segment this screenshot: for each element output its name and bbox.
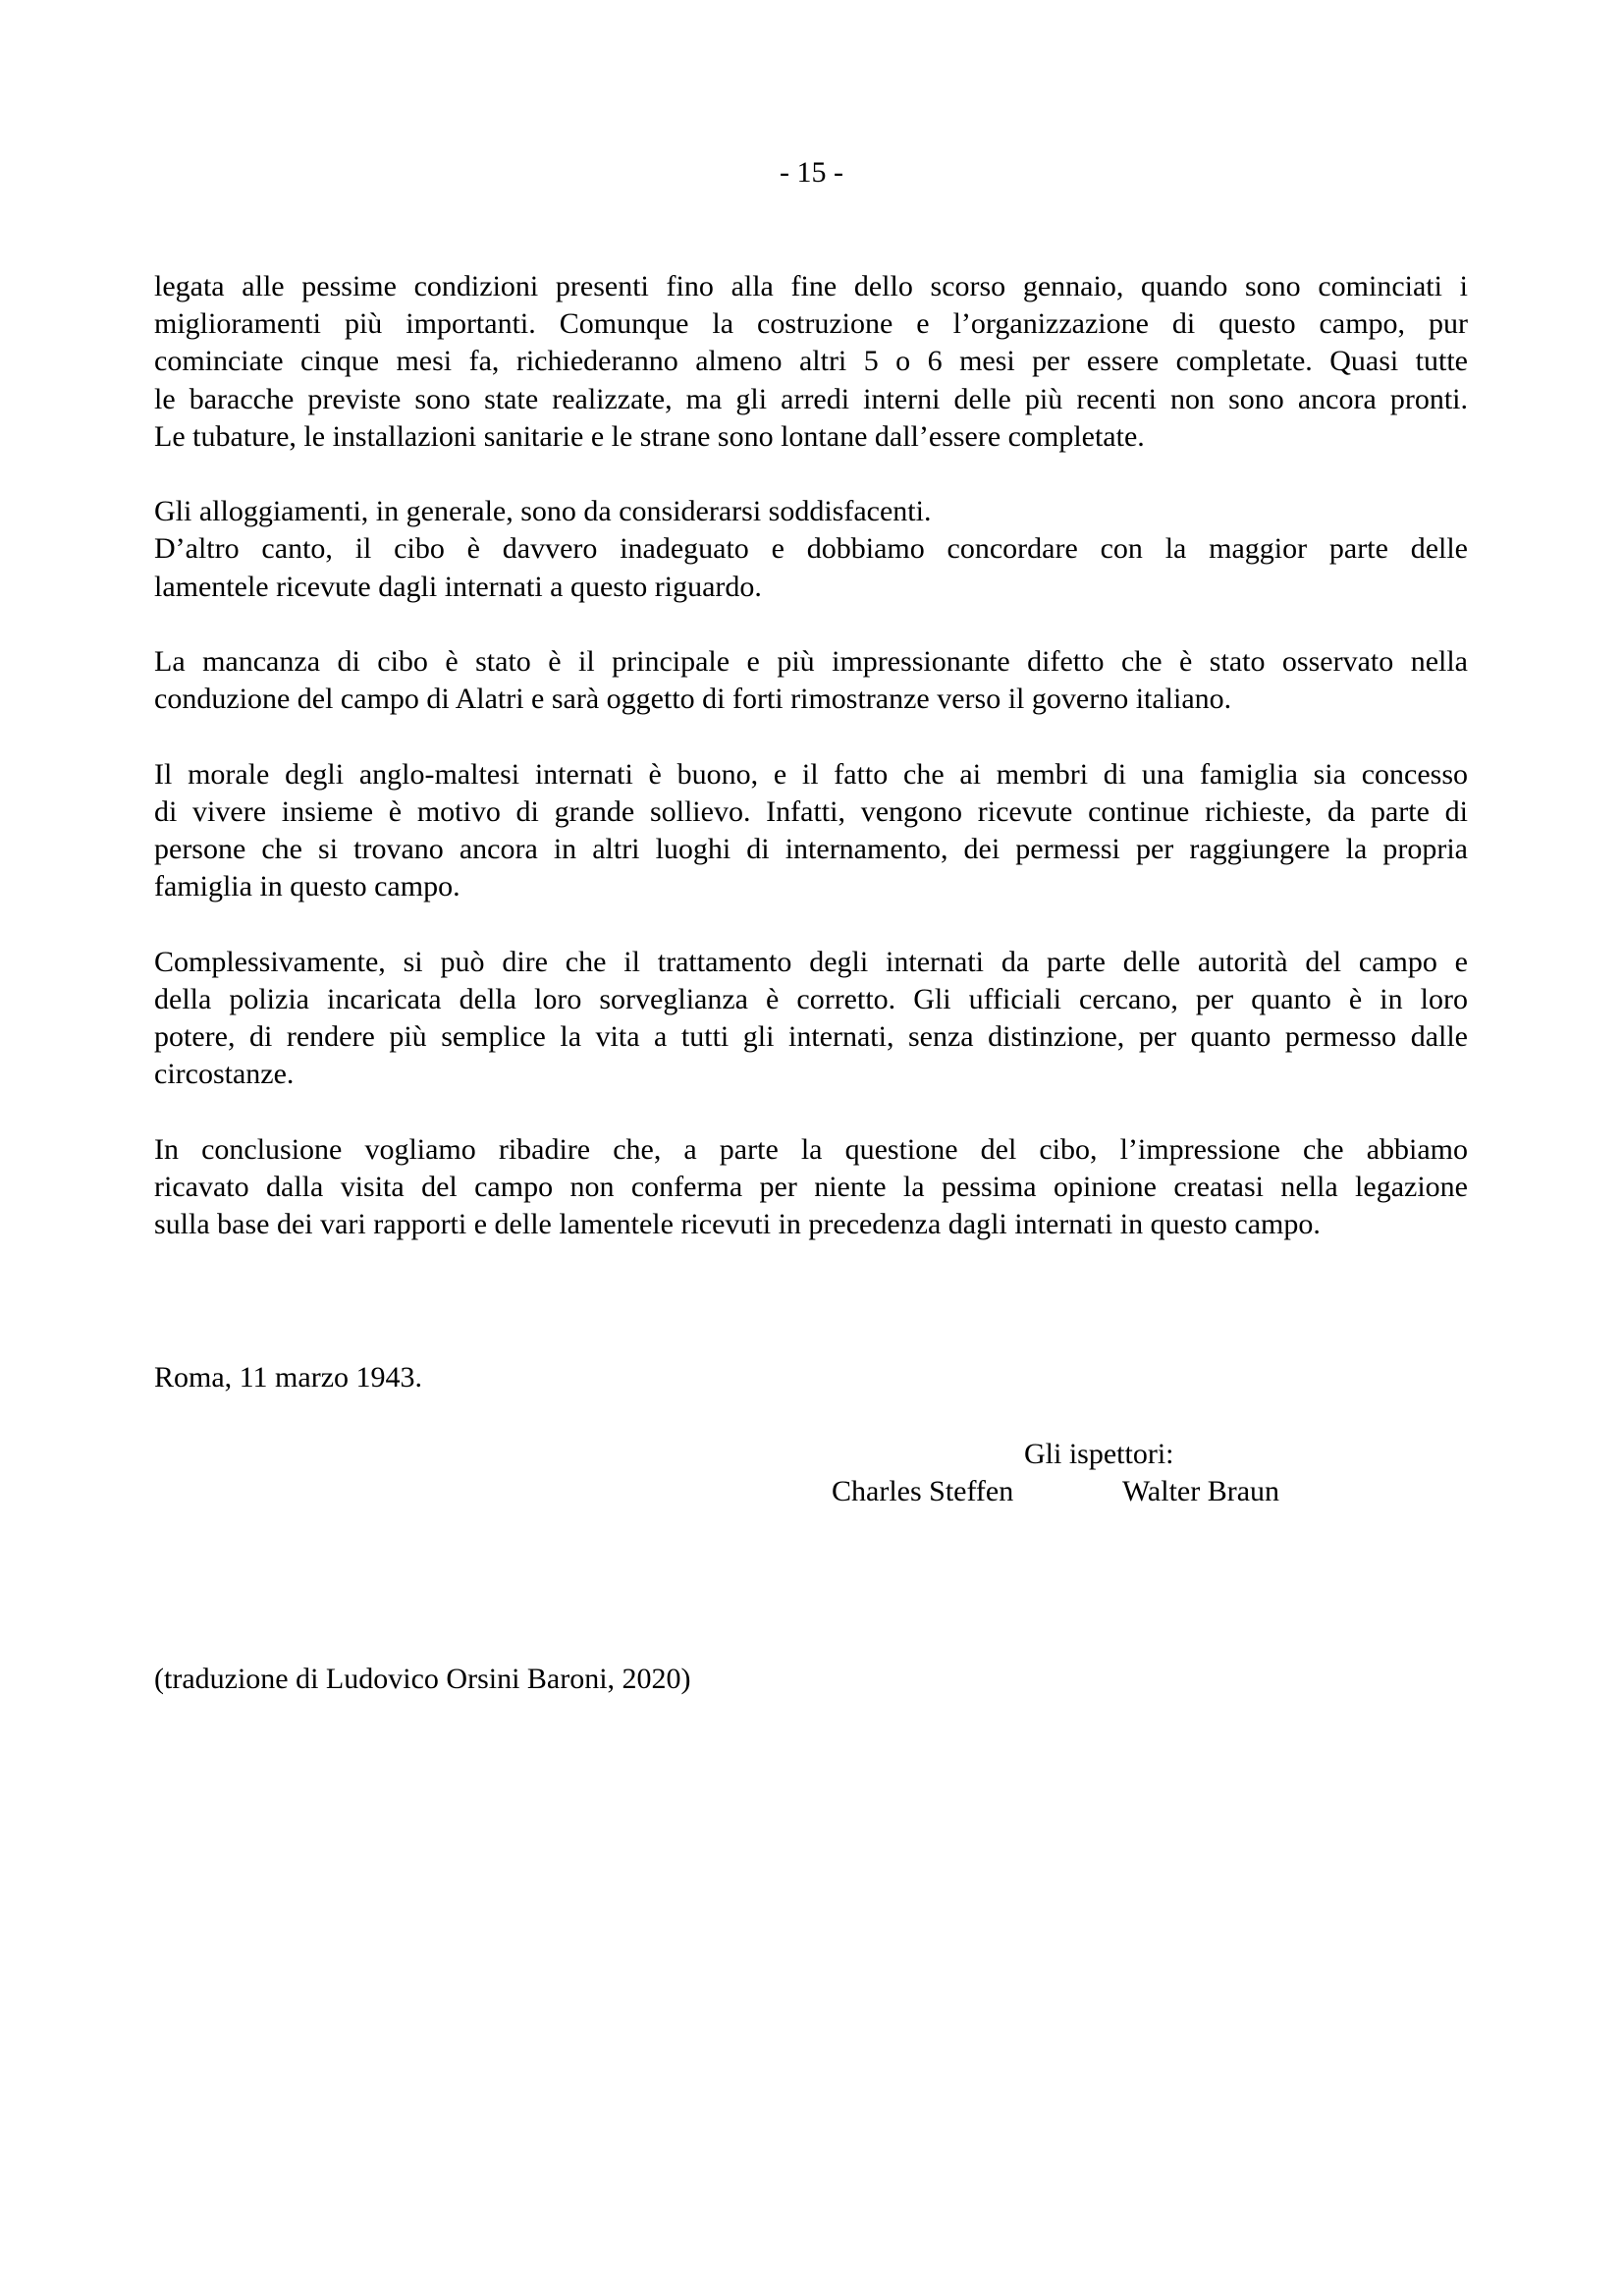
text-line: famiglia in questo campo. xyxy=(154,870,460,903)
paragraph-construction-status xyxy=(154,268,1468,456)
paragraph-food-shortage xyxy=(154,643,1468,718)
text-line: La mancanza di cibo è stato è il principale e più impressionante difetto che è stato osservato nella xyxy=(154,645,1468,678)
text-line: ricavato dalla visita del campo non conferma per niente la pessima opinione creatasi nella legazione xyxy=(154,1170,1468,1203)
text-line: Il morale degli anglo-maltesi internati è buono, e il fatto che ai membri di una famiglia sia concesso xyxy=(154,757,1468,791)
text-line: le baracche previste sono state realizzate, ma gli arredi interni delle più recenti non sono ancora pronti. xyxy=(154,382,1468,415)
text-line: persone che si trovano ancora in altri luoghi di internamento, dei permessi per raggiungere la propria xyxy=(154,833,1468,865)
signer-name: Charles Steffen xyxy=(832,1475,1014,1507)
text-line: D’altro canto, il cibo è davvero inadeguato e dobbiamo concordare con la maggior parte delle xyxy=(154,532,1468,566)
report-body xyxy=(154,268,1468,1243)
text-line: potere, di rendere più semplice la vita a tutti gli internati, senza distinzione, per quanto permesso dalle xyxy=(154,1020,1468,1053)
text-line: cominciate cinque mesi fa, richiederanno almeno altri 5 o 6 mesi per essere completate. Quasi tutte xyxy=(154,345,1468,378)
text-line: Le tubature, le installazioni sanitarie e le strane sono lontane dall’essere completate. xyxy=(154,419,1145,453)
text-line: di vivere insieme è motivo di grande sollievo. Infatti, vengono ricevute continue richieste, da parte di xyxy=(154,794,1468,828)
translation-credit: (traduzione di Ludovico Orsini Baroni, 2020) xyxy=(154,1663,691,1695)
text-line: circostanze. xyxy=(154,1058,295,1091)
paragraph-morale xyxy=(154,756,1468,906)
text-line: sulla base dei vari rapporti e delle lamentele ricevuti in precedenza dagli internati in questo campo. xyxy=(154,1208,1321,1240)
paragraph-lodging-food xyxy=(154,493,1468,606)
signer-name: Walter Braun xyxy=(1122,1475,1280,1507)
text-line: conduzione del campo di Alatri e sarà oggetto di forti rimostranze verso il governo italiano. xyxy=(154,683,1232,716)
signatures-label: Gli ispettori: xyxy=(1024,1438,1174,1470)
place-and-date: Roma, 11 marzo 1943. xyxy=(154,1361,423,1394)
text-line: Complessivamente, si può dire che il trattamento degli internati da parte delle autorità del campo e xyxy=(154,945,1468,978)
page-number: - 15 - xyxy=(780,156,843,189)
paragraph-treatment xyxy=(154,944,1468,1094)
paragraph-conclusion xyxy=(154,1131,1468,1244)
text-line: legata alle pessime condizioni presenti fino alla fine dello scorso gennaio, quando sono cominciati i xyxy=(154,270,1468,302)
text-line: miglioramenti più importanti. Comunque la costruzione e l’organizzazione di questo campo, pur xyxy=(154,307,1468,341)
text-line: della polizia incaricata della loro sorveglianza è corretto. Gli ufficiali cercano, per quanto è in loro xyxy=(154,982,1468,1015)
text-line: In conclusione vogliamo ribadire che, a parte la questione del cibo, l’impressione che abbiamo xyxy=(154,1132,1468,1166)
text-line: Gli alloggiamenti, in generale, sono da considerarsi soddisfacenti. xyxy=(154,495,932,528)
text-line: lamentele ricevute dagli internati a questo riguardo. xyxy=(154,570,762,603)
